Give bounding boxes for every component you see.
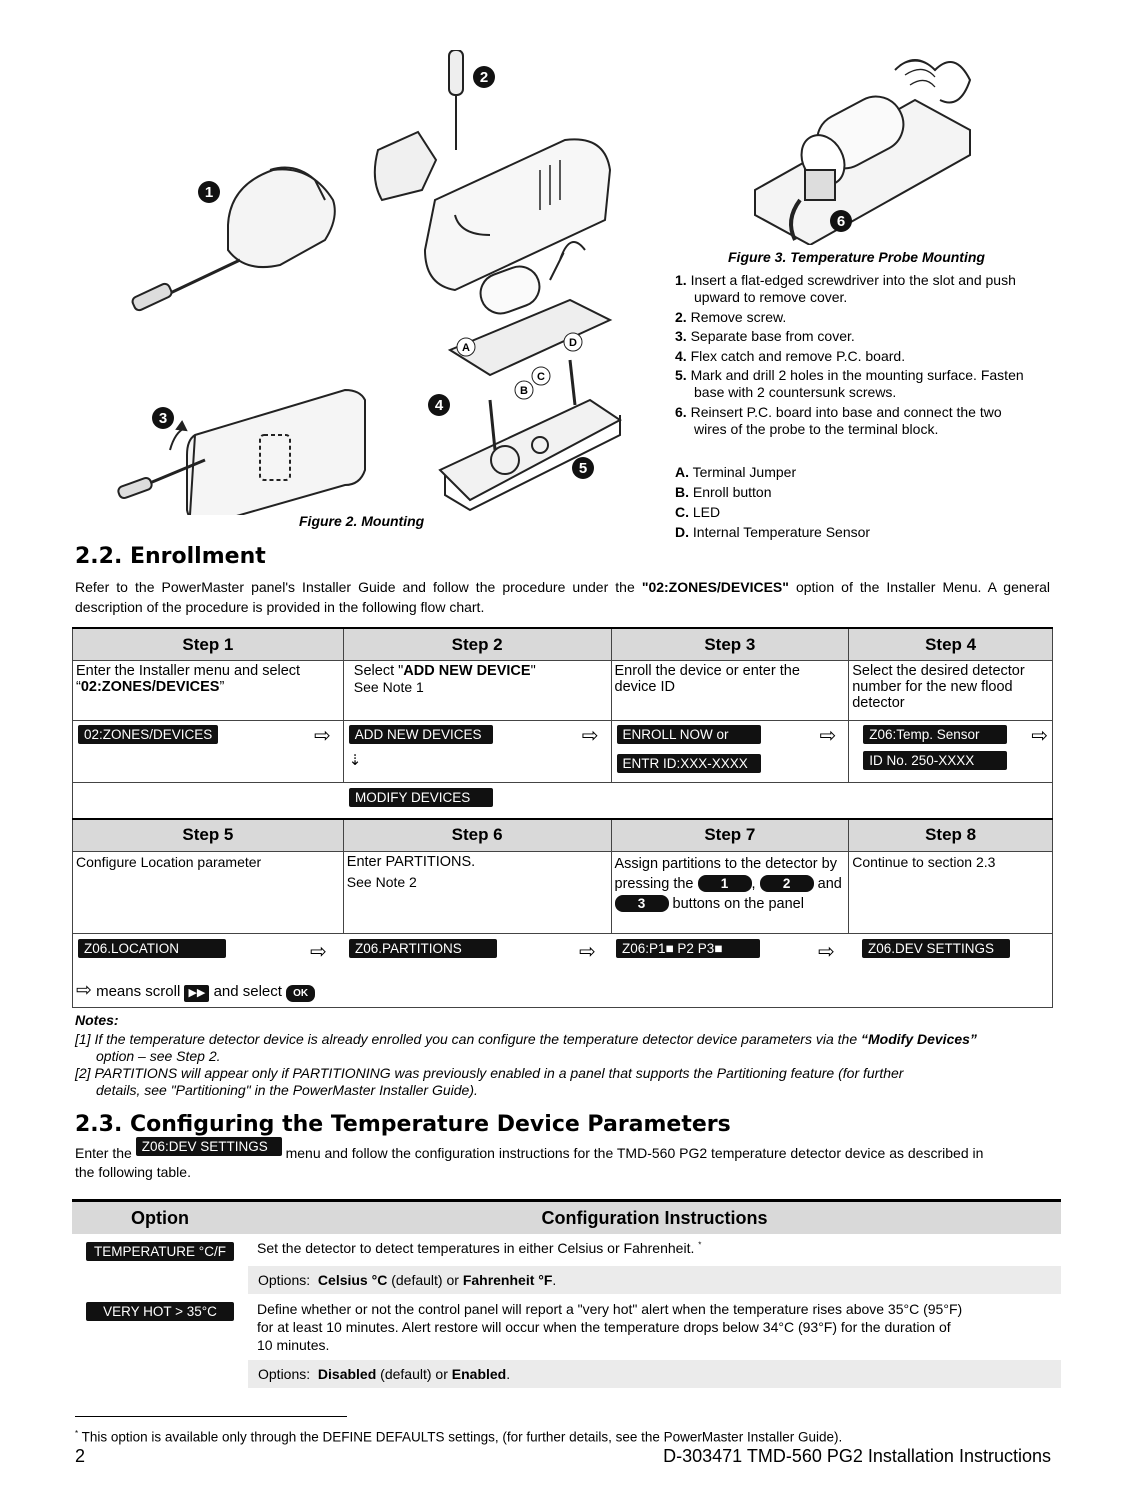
lcd-temperature-unit: TEMPERATURE °C/F bbox=[86, 1242, 234, 1261]
mount-step-1: 1. Insert a flat-edged screwdriver into the slot and push upward to remove cover. bbox=[675, 272, 1016, 305]
callout-1: 1 bbox=[204, 184, 214, 201]
lcd-id-no: ID No. 250-XXXX bbox=[863, 751, 1007, 770]
page-number: 2 bbox=[75, 1446, 86, 1466]
step-2-header: Step 2 bbox=[343, 628, 611, 661]
part-c: C. LED bbox=[675, 504, 721, 520]
step-4-header: Step 4 bbox=[849, 628, 1053, 661]
scroll-arrow-icon: ⇨ bbox=[819, 725, 837, 747]
lcd-enter-id: ENTR ID:XXX-XXXX bbox=[617, 754, 761, 773]
step-2-desc: Select "ADD NEW DEVICE" See Note 1 bbox=[343, 661, 611, 721]
figure-3-probe-mounting bbox=[745, 50, 985, 245]
callout-6: 6 bbox=[836, 213, 846, 230]
scroll-arrow-icon: ⇨ bbox=[76, 979, 92, 1001]
config-heading: 2.3. Configuring the Temperature Device Parameters bbox=[75, 1112, 731, 1137]
lcd-very-hot: VERY HOT > 35°C bbox=[86, 1302, 234, 1321]
step-3-lcd-cell bbox=[611, 721, 849, 783]
step-6-header: Step 6 bbox=[343, 819, 611, 852]
lcd-dev-settings: Z06.DEV SETTINGS bbox=[862, 939, 1010, 958]
temperature-unit-options: Options: Celsius °C (default) or Fahrenheit °F. bbox=[248, 1266, 1061, 1294]
step-4-desc: Select the desired detector number for the new flood detector bbox=[849, 661, 1053, 721]
part-letter-c: C bbox=[537, 371, 545, 383]
key-3-button: 3 bbox=[615, 895, 669, 912]
scroll-arrow-icon: ⇨ bbox=[818, 940, 835, 963]
config-options-table bbox=[72, 1199, 1061, 1388]
down-arrow-icon: ⇣ bbox=[348, 752, 362, 769]
note-2: [2] PARTITIONS will appear only if PARTITIONING was previously enabled in a panel that supports the Partitioning feature (for further bbox=[75, 1065, 904, 1081]
scroll-arrow-icon: ⇨ bbox=[314, 725, 331, 747]
col-instructions-header: Configuration Instructions bbox=[248, 1201, 1061, 1235]
config-intro: Enter the Z06:DEV SETTINGS menu and follow the configuration instructions for the TMD-560 PG2 temperature detector device as described in the following table. bbox=[75, 1139, 984, 1180]
step-3-desc: Enroll the device or enter the device ID bbox=[611, 661, 849, 721]
step-7-header: Step 7 bbox=[611, 819, 849, 852]
lcd-location: Z06.LOCATION bbox=[78, 939, 226, 958]
step-1-lcd-cell bbox=[73, 721, 344, 783]
callout-2: 2 bbox=[479, 69, 489, 86]
step-5-header: Step 5 bbox=[73, 819, 344, 852]
note-2-cont: details, see "Partitioning" in the PowerMaster Installer Guide). bbox=[96, 1082, 478, 1098]
step-1-desc: Enter the Installer menu and select “02:ZONES/DEVICES” bbox=[73, 661, 344, 721]
step-6-desc: Enter PARTITIONS. See Note 2 bbox=[343, 851, 611, 933]
part-letter-d: D bbox=[569, 337, 577, 349]
mounting-steps-list bbox=[675, 272, 1065, 440]
step-4-lcd-cell bbox=[849, 721, 1053, 783]
figure-3-caption: Figure 3. Temperature Probe Mounting bbox=[728, 249, 985, 265]
scroll-arrow-icon: ⇨ bbox=[310, 940, 327, 963]
note-1: [1] If the temperature detector device is already enrolled you can configure the temperature detector device parameters via the “Modify Devices” bbox=[75, 1031, 977, 1047]
lcd-partition-select: Z06:P1■ P2 P3■ bbox=[616, 939, 760, 958]
lcd-zones-devices: 02:ZONES/DEVICES bbox=[78, 725, 218, 744]
mount-step-6: 6. Reinsert P.C. board into base and connect the two wires of the probe to the terminal block. bbox=[675, 403, 1002, 437]
lcd-modify-devices: MODIFY DEVICES bbox=[349, 788, 493, 807]
col-option-header: Option bbox=[72, 1201, 248, 1235]
footnote: * This option is available only through the DEFINE DEFAULTS settings, (for further details, see the PowerMaster Installer Guide). bbox=[75, 1429, 843, 1445]
part-letter-a: A bbox=[462, 342, 470, 354]
callout-5: 5 bbox=[578, 460, 588, 477]
step-8-header: Step 8 bbox=[849, 819, 1053, 852]
scroll-key-icon: ▶▶ bbox=[184, 985, 209, 1002]
lcd-add-new-devices: ADD NEW DEVICES bbox=[349, 725, 493, 744]
part-d: D. Internal Temperature Sensor bbox=[675, 524, 871, 540]
mount-step-2: 2. Remove screw. bbox=[675, 308, 787, 325]
enrollment-heading: 2.2. Enrollment bbox=[75, 544, 266, 569]
very-hot-options: Options: Disabled (default) or Enabled. bbox=[248, 1360, 1061, 1388]
flow-legend: ⇨ means scroll ▶▶ and select OK bbox=[76, 979, 315, 1002]
figure-2-mounting bbox=[110, 50, 630, 515]
note-1-cont: option – see Step 2. bbox=[96, 1048, 221, 1064]
scroll-arrow-icon: ⇨ bbox=[579, 940, 596, 963]
step-7-desc: Assign partitions to the detector by pressing the 1 , 2 and 3 buttons on the panel bbox=[611, 851, 849, 933]
step-1-header: Step 1 bbox=[73, 628, 344, 661]
lcd-temp-sensor: Z06:Temp. Sensor bbox=[863, 725, 1007, 744]
ok-key-icon: OK bbox=[286, 985, 315, 1002]
key-2-button: 2 bbox=[760, 875, 814, 892]
part-letter-b: B bbox=[520, 385, 528, 397]
mount-step-5: 5. Mark and drill 2 holes in the mounting surface. Fasten base with 2 countersunk screws. bbox=[675, 367, 1024, 400]
step-8-desc: Continue to section 2.3 bbox=[849, 851, 1053, 933]
notes-block bbox=[75, 1012, 1051, 1099]
part-a: A. Terminal Jumper bbox=[675, 464, 797, 480]
very-hot-desc: Define whether or not the control panel will report a "very hot" alert when the temperature rises above 35°C (95°F) for at least 10 minutes. Alert restore will occur when the temperature drops below 34°C (93°F) for the duration of 10 minutes. bbox=[257, 1301, 963, 1353]
mount-step-3: 3. Separate base from cover. bbox=[675, 328, 855, 344]
part-b: B. Enroll button bbox=[675, 484, 772, 500]
scroll-arrow-icon: ⇨ bbox=[1031, 725, 1048, 747]
scroll-arrow-icon: ⇨ bbox=[581, 725, 599, 747]
document-title: D-303471 TMD-560 PG2 Installation Instructions bbox=[663, 1446, 1051, 1466]
enrollment-intro: Refer to the PowerMaster panel's Installer Guide and follow the procedure under the "02:ZONES/DEVICES" option of the Installer Menu. A general description of the procedure is provided in the following flow chart. bbox=[75, 579, 1051, 615]
callout-3: 3 bbox=[158, 410, 168, 427]
callout-4: 4 bbox=[434, 397, 444, 414]
step-3-header: Step 3 bbox=[611, 628, 849, 661]
footnote-rule bbox=[75, 1416, 347, 1417]
figure-2-caption: Figure 2. Mounting bbox=[299, 513, 425, 529]
lcd-config-dev-settings: Z06:DEV SETTINGS bbox=[136, 1137, 282, 1156]
mount-step-4: 4. Flex catch and remove P.C. board. bbox=[675, 347, 906, 364]
notes-title: Notes: bbox=[75, 1012, 119, 1028]
key-1-button: 1 bbox=[698, 875, 752, 892]
parts-legend bbox=[675, 462, 870, 542]
enrollment-flow-table bbox=[72, 627, 1053, 1008]
lcd-partitions: Z06.PARTITIONS bbox=[349, 939, 497, 958]
lcd-enroll-now: ENROLL NOW or bbox=[617, 725, 761, 744]
step-5-desc: Configure Location parameter bbox=[73, 851, 344, 933]
temperature-unit-desc: Set the detector to detect temperatures in either Celsius or Fahrenheit. * bbox=[257, 1240, 702, 1256]
step-2-lcd-cell bbox=[343, 721, 611, 783]
